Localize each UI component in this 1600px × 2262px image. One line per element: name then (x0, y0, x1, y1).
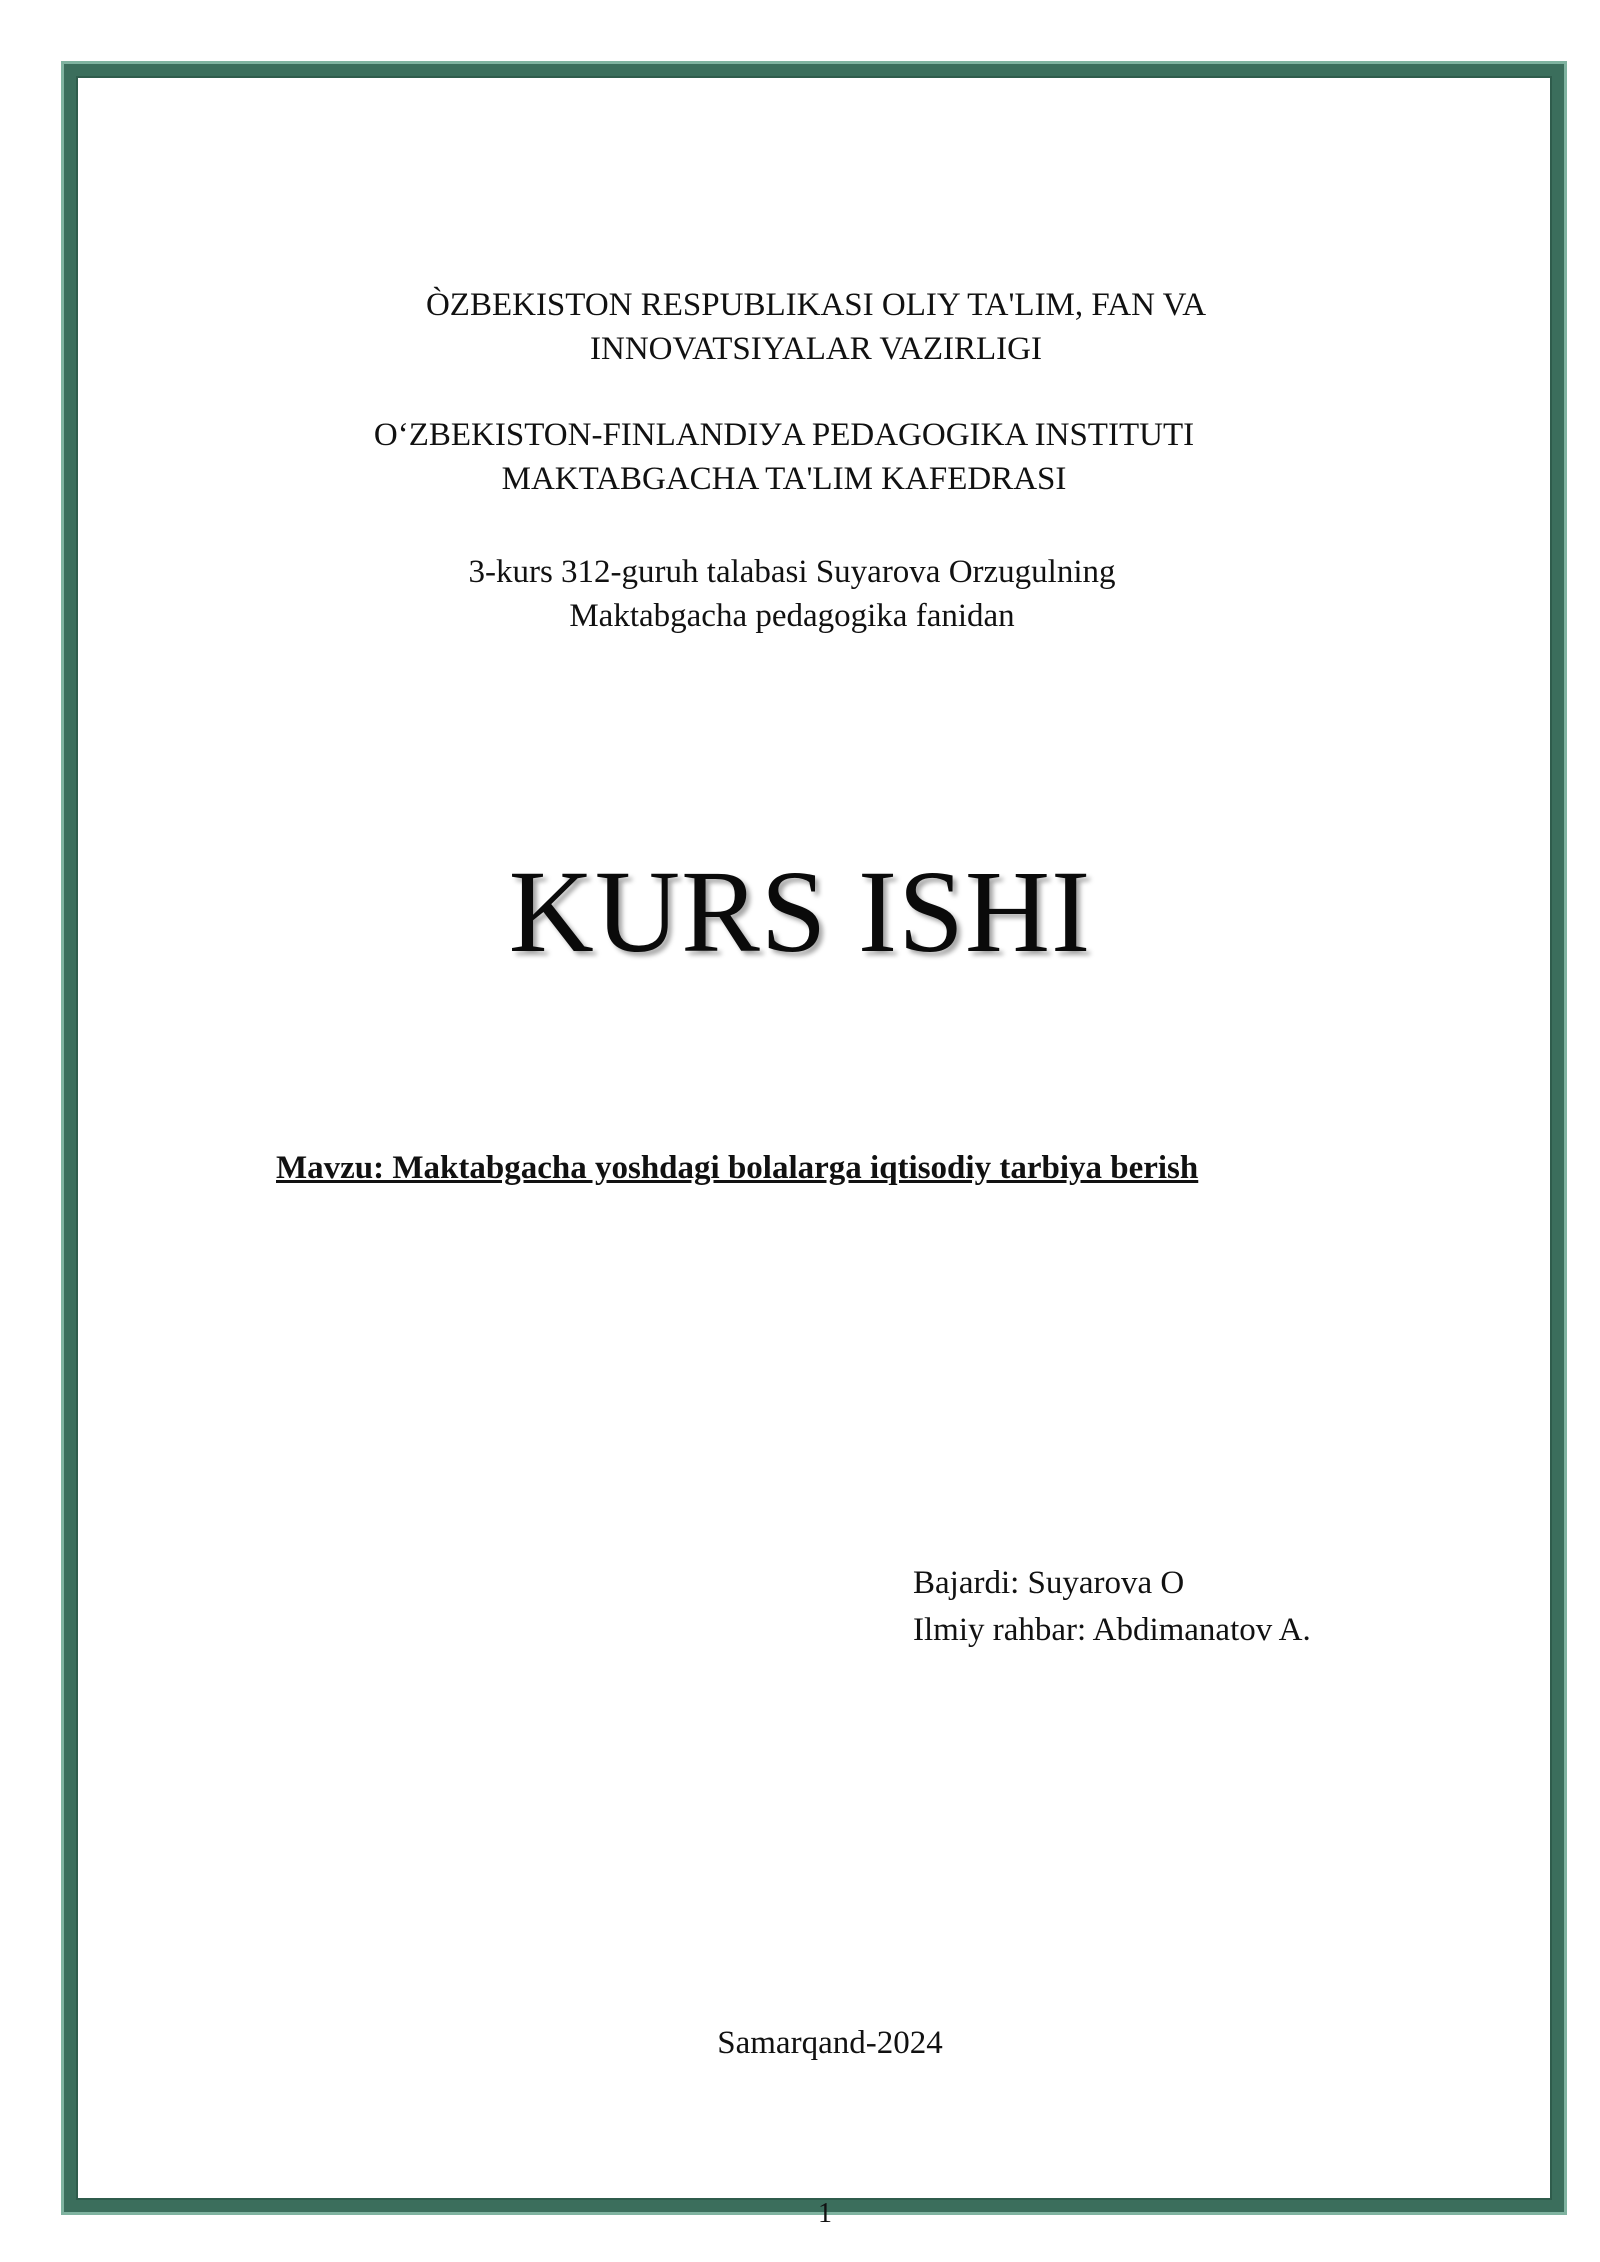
performed-by: Bajardi: Suyarova O (913, 1565, 1185, 1601)
student-line-1: 3-kurs 312-guruh talabasi Suyarova Orzugulning (468, 554, 1116, 590)
institute-header (0, 413, 1584, 501)
page-border-frame (64, 64, 1564, 2212)
city-year: Samarqand-2024 (717, 2025, 943, 2061)
page-border-inner-line (76, 76, 1552, 2200)
ministry-line-2: INNOVATSIYALAR VAZIRLIGI (590, 331, 1042, 367)
institute-line-1: O‘ZBEKISTON-FINLANDIУA PEDAGOGIKA INSTITUTI (373, 417, 1195, 453)
student-info (0, 550, 1592, 638)
institute-line-2: MAKTABGACHA TA'LIM KAFEDRASI (501, 461, 1067, 497)
page-number: 1 (818, 2198, 832, 2229)
topic-line: Mavzu: Maktabgacha yoshdagi bolalarga iqtisodiy tarbiya berish (276, 1150, 1199, 1186)
ministry-line-1: ÒZBEKISTON RESPUBLIKASI OLIY TA'LIM, FAN VA (425, 287, 1207, 323)
ministry-header (16, 283, 1600, 371)
authors-block (913, 1560, 1311, 1654)
supervisor: Ilmiy rahbar: Abdimanatov A. (913, 1612, 1311, 1648)
student-line-2: Maktabgacha pedagogika fanidan (569, 598, 1015, 634)
document-title: KURS ISHI (508, 846, 1092, 977)
